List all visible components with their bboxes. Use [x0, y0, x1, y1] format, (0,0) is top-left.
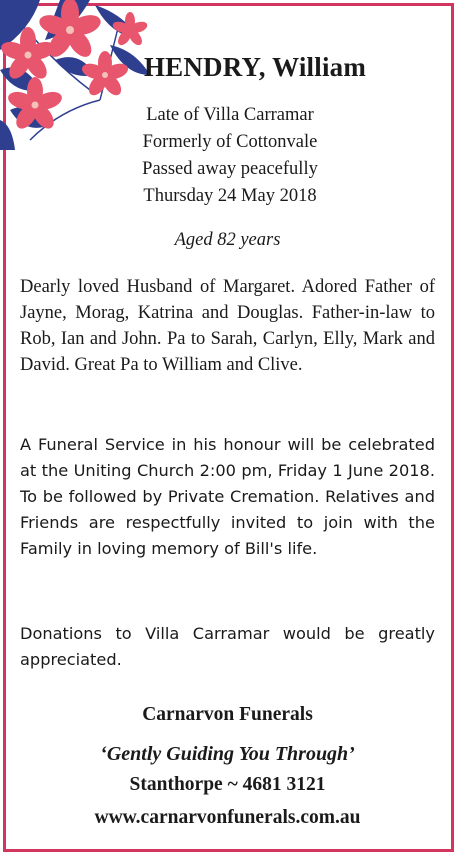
passed-line: Passed away peacefully [142, 159, 318, 179]
company-tagline: ‘Gently Guiding You Through’ [100, 743, 355, 765]
company-phone: Stanthorpe ~ 4681 3121 [129, 774, 326, 795]
former-residence-line: Formerly of Cottonvale [142, 132, 318, 152]
donations-paragraph: Donations to Villa Carramar would be greatly appreciated. [20, 624, 435, 669]
residence-line: Late of Villa Carramar [146, 105, 314, 125]
company-website: www.carnarvonfunerals.com.au [94, 807, 361, 828]
age-line: Aged 82 years [174, 230, 281, 250]
deceased-name: HENDRY, William [143, 52, 367, 82]
date-line: Thursday 24 May 2018 [143, 186, 317, 206]
funeral-company-name: Carnarvon Funerals [142, 704, 313, 725]
details-block [60, 102, 400, 210]
family-paragraph: Dearly loved Husband of Margaret. Adored Father of Jayne, Morag, Katrina and Douglas. Father-in-law to Rob, Ian and John. Pa to Sarah, Carlyn, Elly, Mark and David. Great Pa to William and Clive. [20, 277, 435, 375]
service-paragraph: A Funeral Service in his honour will be celebrated at the Uniting Church 2:00 pm, Friday 1 June 2018. To be followed by Private Cremation. Relatives and Friends are respectfully invited to join with the Family in loving memory of Bill's life. [20, 435, 435, 558]
